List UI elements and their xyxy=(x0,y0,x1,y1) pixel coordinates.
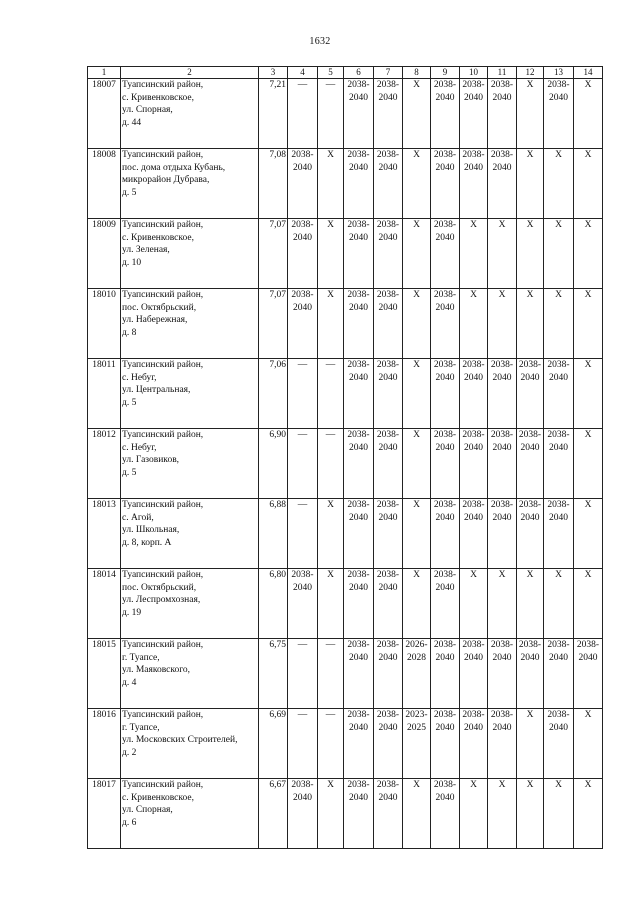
address-cell xyxy=(121,79,259,149)
area-value: 7,08 xyxy=(259,149,288,219)
address-line: ул. Леспромхозная, xyxy=(122,595,201,606)
schedule-cell: 2038- 2040 xyxy=(344,79,374,149)
schedule-cell: — xyxy=(288,639,318,709)
schedule-cell: X xyxy=(403,219,431,289)
schedule-cell: X xyxy=(517,289,544,359)
schedule-cell: 2038- 2040 xyxy=(517,639,544,709)
schedule-cell: 2038- 2040 xyxy=(544,429,574,499)
address-line: с. Кривенковское, xyxy=(122,92,194,103)
schedule-cell: 2038- 2040 xyxy=(344,289,374,359)
area-value: 6,88 xyxy=(259,499,288,569)
address-cell xyxy=(121,219,259,289)
schedule-cell: 2038- 2040 xyxy=(517,499,544,569)
schedule-cell: 2038- 2040 xyxy=(574,639,603,709)
schedule-cell: 2026- 2028 xyxy=(403,639,431,709)
schedule-cell: 2038- 2040 xyxy=(544,359,574,429)
address-line: д. 4 xyxy=(122,677,137,688)
schedule-cell: X xyxy=(460,219,488,289)
schedule-cell: X xyxy=(574,779,603,849)
schedule-cell: — xyxy=(288,359,318,429)
area-value: 6,69 xyxy=(259,709,288,779)
schedule-cell: X xyxy=(403,289,431,359)
address-line: ул. Московских Строителей, xyxy=(122,735,238,746)
address-line: ул. Газовиков, xyxy=(122,455,180,466)
schedule-cell: 2038- 2040 xyxy=(460,359,488,429)
table-row xyxy=(88,779,603,849)
table-row xyxy=(88,359,603,429)
area-value: 6,80 xyxy=(259,569,288,639)
address-line: ул. Набережная, xyxy=(122,315,188,326)
schedule-cell: X xyxy=(574,79,603,149)
schedule-cell: 2038- 2040 xyxy=(460,149,488,219)
address-line: ул. Центральная, xyxy=(122,385,191,396)
schedule-cell: 2038- 2040 xyxy=(488,359,517,429)
schedule-cell: 2038- 2040 xyxy=(344,499,374,569)
address-line: г. Туапсе, xyxy=(122,722,160,733)
schedule-cell: X xyxy=(403,79,431,149)
address-line: Туапсинский район, xyxy=(122,150,204,160)
address-line: Туапсинский район, xyxy=(122,780,204,790)
area-value: 6,75 xyxy=(259,639,288,709)
schedule-cell: X xyxy=(318,779,344,849)
address-line: с. Кривенковское, xyxy=(122,232,194,243)
column-header: 12 xyxy=(517,67,544,79)
address-cell xyxy=(121,569,259,639)
schedule-cell: 2038- 2040 xyxy=(344,709,374,779)
schedule-cell: 2038- 2040 xyxy=(460,79,488,149)
schedule-cell: X xyxy=(544,219,574,289)
address-cell xyxy=(121,779,259,849)
schedule-cell: 2038- 2040 xyxy=(374,639,403,709)
column-header: 3 xyxy=(259,67,288,79)
schedule-cell: 2038- 2040 xyxy=(374,499,403,569)
schedule-cell: 2038- 2040 xyxy=(488,149,517,219)
table-row xyxy=(88,569,603,639)
schedule-cell: 2038- 2040 xyxy=(374,149,403,219)
schedule-cell: X xyxy=(574,499,603,569)
address-line: д. 6 xyxy=(122,817,137,828)
page-number: 1632 xyxy=(309,36,331,47)
schedule-cell: 2038- 2040 xyxy=(488,499,517,569)
schedule-cell: 2038- 2040 xyxy=(488,639,517,709)
address-line: ул. Спорная, xyxy=(122,805,173,816)
schedule-cell: 2038- 2040 xyxy=(288,569,318,639)
table-row xyxy=(88,149,603,219)
schedule-cell: 2038- 2040 xyxy=(374,79,403,149)
table-row xyxy=(88,709,603,779)
address-line: д. 5 xyxy=(122,467,137,478)
schedule-cell: X xyxy=(574,219,603,289)
schedule-cell: 2038- 2040 xyxy=(431,149,460,219)
schedule-cell: 2038- 2040 xyxy=(374,289,403,359)
schedule-cell: — xyxy=(288,79,318,149)
row-number: 18012 xyxy=(88,429,121,499)
column-header: 5 xyxy=(318,67,344,79)
row-number: 18007 xyxy=(88,79,121,149)
address-line: ул. Школьная, xyxy=(122,525,180,536)
schedule-cell: 2038- 2040 xyxy=(344,569,374,639)
schedule-cell: 2038- 2040 xyxy=(288,779,318,849)
address-line: Туапсинский район, xyxy=(122,500,204,510)
address-line: д. 8 xyxy=(122,327,137,338)
schedule-cell: 2038- 2040 xyxy=(288,289,318,359)
address-line: д. 8, корп. А xyxy=(122,537,172,548)
address-line: д. 5 xyxy=(122,397,137,408)
header-row xyxy=(88,67,603,79)
table-row xyxy=(88,429,603,499)
schedule-cell: — xyxy=(318,639,344,709)
table-row xyxy=(88,219,603,289)
address-cell xyxy=(121,709,259,779)
table-row xyxy=(88,639,603,709)
schedule-cell: — xyxy=(318,709,344,779)
schedule-cell: 2038- 2040 xyxy=(374,709,403,779)
schedule-cell: X xyxy=(544,779,574,849)
area-value: 7,21 xyxy=(259,79,288,149)
register-table xyxy=(87,66,603,849)
address-line: Туапсинский район, xyxy=(122,80,204,90)
address-line: ул. Спорная, xyxy=(122,105,173,116)
schedule-cell: — xyxy=(288,709,318,779)
schedule-cell: X xyxy=(403,359,431,429)
schedule-cell: 2038- 2040 xyxy=(344,359,374,429)
schedule-cell: X xyxy=(460,289,488,359)
schedule-cell: 2038- 2040 xyxy=(431,569,460,639)
schedule-cell: X xyxy=(517,779,544,849)
address-line: с. Небуг, xyxy=(122,442,157,453)
schedule-cell: X xyxy=(544,149,574,219)
column-header: 2 xyxy=(121,67,259,79)
area-value: 7,07 xyxy=(259,289,288,359)
schedule-cell: X xyxy=(488,219,517,289)
column-header: 1 xyxy=(88,67,121,79)
schedule-cell: X xyxy=(574,289,603,359)
address-line: Туапсинский район, xyxy=(122,640,204,650)
schedule-cell: 2038- 2040 xyxy=(431,499,460,569)
schedule-cell: X xyxy=(403,499,431,569)
column-header: 7 xyxy=(374,67,403,79)
address-line: Туапсинский район, xyxy=(122,430,204,440)
address-line: д. 10 xyxy=(122,257,142,268)
row-number: 18015 xyxy=(88,639,121,709)
schedule-cell: 2038- 2040 xyxy=(544,709,574,779)
area-value: 7,06 xyxy=(259,359,288,429)
schedule-cell: X xyxy=(488,569,517,639)
schedule-cell: 2038- 2040 xyxy=(460,499,488,569)
schedule-cell: X xyxy=(318,149,344,219)
schedule-cell: X xyxy=(403,429,431,499)
address-cell xyxy=(121,429,259,499)
row-number: 18013 xyxy=(88,499,121,569)
schedule-cell: 2038- 2040 xyxy=(431,429,460,499)
address-cell xyxy=(121,149,259,219)
schedule-cell: 2038- 2040 xyxy=(544,79,574,149)
schedule-cell: X xyxy=(318,569,344,639)
schedule-cell: — xyxy=(318,429,344,499)
row-number: 18014 xyxy=(88,569,121,639)
column-header: 8 xyxy=(403,67,431,79)
schedule-cell: X xyxy=(517,569,544,639)
schedule-cell: X xyxy=(318,219,344,289)
address-line: д. 2 xyxy=(122,747,137,758)
schedule-cell: 2038- 2040 xyxy=(517,429,544,499)
schedule-cell: X xyxy=(517,219,544,289)
address-line: д. 19 xyxy=(122,607,142,618)
schedule-cell: X xyxy=(544,289,574,359)
address-line: ул. Зеленая, xyxy=(122,245,170,256)
schedule-cell: X xyxy=(488,779,517,849)
schedule-cell: 2038- 2040 xyxy=(488,709,517,779)
address-line: микрорайон Дубрава, xyxy=(122,175,210,186)
column-header: 10 xyxy=(460,67,488,79)
column-header: 4 xyxy=(288,67,318,79)
schedule-cell: X xyxy=(318,289,344,359)
address-line: д. 44 xyxy=(122,117,142,128)
address-line: Туапсинский район, xyxy=(122,710,204,720)
schedule-cell: 2038- 2040 xyxy=(374,569,403,639)
row-number: 18008 xyxy=(88,149,121,219)
row-number: 18016 xyxy=(88,709,121,779)
schedule-cell: 2038- 2040 xyxy=(517,359,544,429)
schedule-cell: 2038- 2040 xyxy=(431,779,460,849)
address-line: пос. дома отдыха Кубань, xyxy=(122,162,226,173)
address-line: с. Небуг, xyxy=(122,372,157,383)
schedule-cell: 2038- 2040 xyxy=(288,149,318,219)
table-body xyxy=(88,79,603,849)
address-line: пос. Октябрьский, xyxy=(122,302,197,313)
area-value: 7,07 xyxy=(259,219,288,289)
schedule-cell: 2038- 2040 xyxy=(344,429,374,499)
row-number: 18011 xyxy=(88,359,121,429)
schedule-cell: 2038- 2040 xyxy=(344,149,374,219)
table-row xyxy=(88,499,603,569)
column-header: 14 xyxy=(574,67,603,79)
schedule-cell: — xyxy=(318,79,344,149)
address-line: с. Кривенковское, xyxy=(122,792,194,803)
address-line: Туапсинский район, xyxy=(122,570,204,580)
schedule-cell: X xyxy=(517,709,544,779)
schedule-cell: X xyxy=(460,779,488,849)
schedule-cell: 2038- 2040 xyxy=(544,639,574,709)
schedule-cell: 2038- 2040 xyxy=(431,359,460,429)
table-row xyxy=(88,289,603,359)
schedule-cell: 2038- 2040 xyxy=(460,429,488,499)
column-header: 9 xyxy=(431,67,460,79)
schedule-cell: X xyxy=(403,779,431,849)
schedule-cell: X xyxy=(574,709,603,779)
schedule-cell: 2038- 2040 xyxy=(431,289,460,359)
schedule-cell: 2038- 2040 xyxy=(431,79,460,149)
schedule-cell: X xyxy=(544,569,574,639)
schedule-cell: 2038- 2040 xyxy=(431,709,460,779)
schedule-cell: X xyxy=(517,149,544,219)
row-number: 18017 xyxy=(88,779,121,849)
schedule-cell: 2038- 2040 xyxy=(431,639,460,709)
schedule-cell: X xyxy=(460,569,488,639)
schedule-cell: X xyxy=(574,569,603,639)
area-value: 6,90 xyxy=(259,429,288,499)
schedule-cell: — xyxy=(318,359,344,429)
address-line: Туапсинский район, xyxy=(122,220,204,230)
address-cell xyxy=(121,639,259,709)
schedule-cell: X xyxy=(574,429,603,499)
schedule-cell: 2038- 2040 xyxy=(544,499,574,569)
schedule-cell: 2023- 2025 xyxy=(403,709,431,779)
address-line: с. Агой, xyxy=(122,512,154,523)
table-row xyxy=(88,79,603,149)
column-header: 11 xyxy=(488,67,517,79)
schedule-cell: 2038- 2040 xyxy=(374,779,403,849)
address-line: Туапсинский район, xyxy=(122,290,204,300)
address-cell xyxy=(121,289,259,359)
schedule-cell: — xyxy=(288,429,318,499)
schedule-cell: 2038- 2040 xyxy=(488,429,517,499)
schedule-cell: 2038- 2040 xyxy=(460,639,488,709)
row-number: 18009 xyxy=(88,219,121,289)
column-header: 6 xyxy=(344,67,374,79)
address-line: ул. Маяковского, xyxy=(122,665,191,676)
schedule-cell: 2038- 2040 xyxy=(344,219,374,289)
column-header: 13 xyxy=(544,67,574,79)
schedule-cell: — xyxy=(288,499,318,569)
row-number: 18010 xyxy=(88,289,121,359)
schedule-cell: 2038- 2040 xyxy=(374,429,403,499)
address-line: г. Туапсе, xyxy=(122,652,160,663)
address-line: д. 5 xyxy=(122,187,137,198)
area-value: 6,67 xyxy=(259,779,288,849)
schedule-cell: 2038- 2040 xyxy=(344,639,374,709)
address-line: Туапсинский район, xyxy=(122,360,204,370)
schedule-cell: 2038- 2040 xyxy=(460,709,488,779)
schedule-cell: X xyxy=(403,149,431,219)
address-cell xyxy=(121,359,259,429)
schedule-cell: 2038- 2040 xyxy=(344,779,374,849)
schedule-cell: 2038- 2040 xyxy=(288,219,318,289)
schedule-cell: 2038- 2040 xyxy=(374,359,403,429)
schedule-cell: X xyxy=(574,149,603,219)
address-cell xyxy=(121,499,259,569)
schedule-cell: X xyxy=(403,569,431,639)
schedule-cell: 2038- 2040 xyxy=(374,219,403,289)
schedule-cell: X xyxy=(517,79,544,149)
address-line: пос. Октябрьский, xyxy=(122,582,197,593)
schedule-cell: X xyxy=(574,359,603,429)
schedule-cell: 2038- 2040 xyxy=(488,79,517,149)
schedule-cell: X xyxy=(318,499,344,569)
schedule-cell: X xyxy=(488,289,517,359)
schedule-cell: 2038- 2040 xyxy=(431,219,460,289)
